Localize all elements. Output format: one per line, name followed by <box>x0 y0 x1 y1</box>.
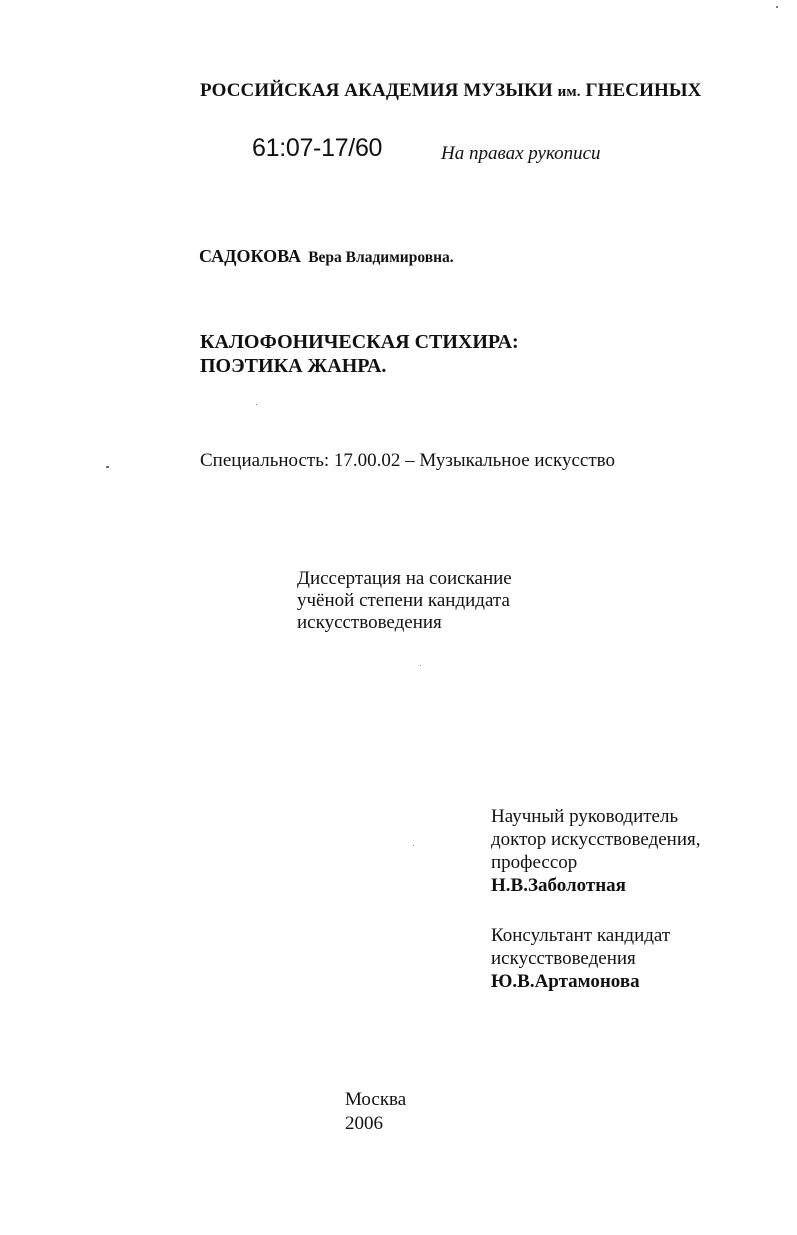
scan-speck <box>776 6 778 8</box>
author-surname: САДОКОВА <box>199 246 301 266</box>
scan-speck <box>256 404 257 405</box>
scan-speck <box>106 466 109 468</box>
author-name <box>199 246 454 267</box>
supervisor-line-1: Научный руководитель <box>491 806 679 827</box>
dissertation-statement <box>297 568 512 634</box>
manuscript-note: На правах рукописи <box>441 143 601 164</box>
author-given-names: Вера Владимировна. <box>308 249 454 266</box>
scan-speck <box>413 845 414 846</box>
consultant-line-2: искусствоведения <box>491 948 636 969</box>
dissertation-title <box>200 330 519 378</box>
speciality-line: Специальность: 17.00.02 – Музыкальное искусство <box>200 450 615 471</box>
dissertation-line-3: искусствоведения <box>297 612 442 633</box>
institution-name-surname: ГНЕСИНЫХ <box>585 80 702 101</box>
catalog-code: 61:07-17/60 <box>252 134 383 162</box>
institution-heading <box>200 80 701 102</box>
consultant-name: Ю.В.Артамонова <box>491 971 640 992</box>
consultant-block <box>491 924 670 993</box>
supervisor-name: Н.В.Заболотная <box>491 875 626 896</box>
dissertation-line-1: Диссертация на соискание <box>297 568 512 589</box>
dissertation-line-2: учёной степени кандидата <box>297 590 510 611</box>
consultant-line-1: Консультант кандидат <box>491 925 671 946</box>
supervisor-block <box>491 805 701 897</box>
supervisor-line-3: профессор <box>491 852 578 873</box>
city: Москва <box>345 1089 407 1110</box>
supervisor-line-2: доктор искусствоведения, <box>491 829 701 850</box>
title-line-2: ПОЭТИКА ЖАНРА. <box>200 355 387 377</box>
place-and-year <box>345 1088 406 1136</box>
title-line-1: КАЛОФОНИЧЕСКАЯ СТИХИРА: <box>200 331 519 353</box>
year: 2006 <box>345 1113 383 1134</box>
scan-speck <box>420 665 421 666</box>
institution-name-main: РОССИЙСКАЯ АКАДЕМИЯ МУЗЫКИ <box>200 80 553 101</box>
institution-abbrev: им. <box>557 84 581 100</box>
